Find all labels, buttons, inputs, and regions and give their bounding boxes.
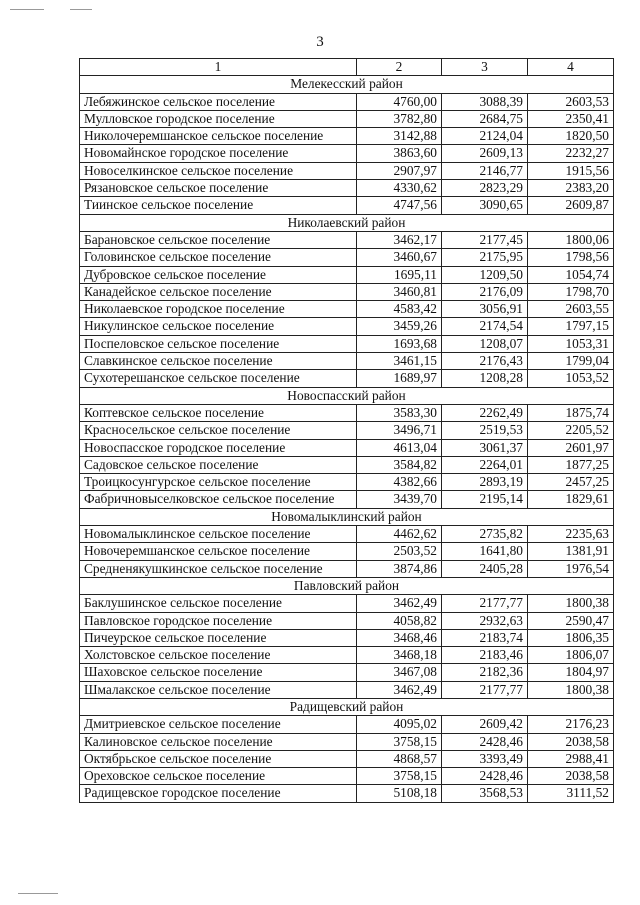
value-cell-col4: 2235,63 bbox=[528, 526, 614, 543]
value-cell-col4: 2038,58 bbox=[528, 733, 614, 750]
value-cell-col2: 4382,66 bbox=[357, 474, 442, 491]
value-cell-col4: 2988,41 bbox=[528, 750, 614, 767]
value-cell-col2: 3758,15 bbox=[357, 733, 442, 750]
value-cell-col2: 1689,97 bbox=[357, 370, 442, 387]
value-cell-col2: 3462,49 bbox=[357, 595, 442, 612]
value-cell-col4: 1806,07 bbox=[528, 647, 614, 664]
table-row bbox=[80, 543, 614, 560]
value-cell-col4: 1800,38 bbox=[528, 681, 614, 698]
value-cell-col4: 1806,35 bbox=[528, 629, 614, 646]
table-row bbox=[80, 335, 614, 352]
table-row bbox=[80, 733, 614, 750]
settlement-name-cell: Головинское сельское поселение bbox=[80, 249, 357, 266]
value-cell-col3: 2684,75 bbox=[442, 110, 528, 127]
value-cell-col4: 2350,41 bbox=[528, 110, 614, 127]
table-row bbox=[80, 526, 614, 543]
settlement-name-cell: Дубровское сельское поселение bbox=[80, 266, 357, 283]
value-cell-col2: 1693,68 bbox=[357, 335, 442, 352]
settlement-name-cell: Николаевское городское поселение bbox=[80, 301, 357, 318]
value-cell-col2: 3439,70 bbox=[357, 491, 442, 508]
value-cell-col3: 2264,01 bbox=[442, 456, 528, 473]
value-cell-col3: 2183,74 bbox=[442, 629, 528, 646]
value-cell-col4: 2590,47 bbox=[528, 612, 614, 629]
value-cell-col2: 4462,62 bbox=[357, 526, 442, 543]
district-row bbox=[80, 698, 614, 715]
value-cell-col2: 3462,17 bbox=[357, 231, 442, 248]
settlement-name-cell: Пичеурское сельское поселение bbox=[80, 629, 357, 646]
value-cell-col4: 2383,20 bbox=[528, 180, 614, 197]
value-cell-col2: 2503,52 bbox=[357, 543, 442, 560]
settlement-name-cell: Шаховское сельское поселение bbox=[80, 664, 357, 681]
table-row bbox=[80, 370, 614, 387]
value-cell-col2: 4760,00 bbox=[357, 93, 442, 110]
value-cell-col2: 4747,56 bbox=[357, 197, 442, 214]
value-cell-col2: 3468,46 bbox=[357, 629, 442, 646]
value-cell-col2: 3468,18 bbox=[357, 647, 442, 664]
district-row bbox=[80, 387, 614, 404]
value-cell-col3: 1208,28 bbox=[442, 370, 528, 387]
value-cell-col4: 1976,54 bbox=[528, 560, 614, 577]
table-row bbox=[80, 647, 614, 664]
settlement-name-cell: Никулинское сельское поселение bbox=[80, 318, 357, 335]
value-cell-col3: 2183,46 bbox=[442, 647, 528, 664]
table-header-row bbox=[80, 59, 614, 76]
value-cell-col2: 4583,42 bbox=[357, 301, 442, 318]
column-header: 1 bbox=[80, 59, 357, 76]
value-cell-col2: 3460,67 bbox=[357, 249, 442, 266]
table-row bbox=[80, 474, 614, 491]
settlement-name-cell: Новомалыклинское сельское поселение bbox=[80, 526, 357, 543]
value-cell-col3: 2146,77 bbox=[442, 162, 528, 179]
value-cell-col4: 2232,27 bbox=[528, 145, 614, 162]
table-row bbox=[80, 785, 614, 802]
value-cell-col3: 2735,82 bbox=[442, 526, 528, 543]
column-header: 2 bbox=[357, 59, 442, 76]
value-cell-col3: 2124,04 bbox=[442, 128, 528, 145]
table-row bbox=[80, 231, 614, 248]
value-cell-col2: 3467,08 bbox=[357, 664, 442, 681]
table-row bbox=[80, 768, 614, 785]
value-cell-col3: 3393,49 bbox=[442, 750, 528, 767]
value-cell-col4: 1054,74 bbox=[528, 266, 614, 283]
value-cell-col4: 3111,52 bbox=[528, 785, 614, 802]
value-cell-col3: 2262,49 bbox=[442, 404, 528, 421]
value-cell-col3: 1209,50 bbox=[442, 266, 528, 283]
value-cell-col4: 1797,15 bbox=[528, 318, 614, 335]
value-cell-col4: 2601,97 bbox=[528, 439, 614, 456]
table-row bbox=[80, 301, 614, 318]
value-cell-col3: 2174,54 bbox=[442, 318, 528, 335]
value-cell-col2: 3863,60 bbox=[357, 145, 442, 162]
settlement-name-cell: Тиинское сельское поселение bbox=[80, 197, 357, 214]
district-heading: Радищевский район bbox=[80, 698, 614, 715]
settlement-name-cell: Канадейское сельское поселение bbox=[80, 283, 357, 300]
settlement-name-cell: Садовское сельское поселение bbox=[80, 456, 357, 473]
value-cell-col3: 2177,77 bbox=[442, 681, 528, 698]
value-cell-col2: 3461,15 bbox=[357, 353, 442, 370]
value-cell-col3: 3568,53 bbox=[442, 785, 528, 802]
settlement-name-cell: Славкинское сельское поселение bbox=[80, 353, 357, 370]
settlement-name-cell: Калиновское сельское поселение bbox=[80, 733, 357, 750]
value-cell-col3: 2182,36 bbox=[442, 664, 528, 681]
district-row bbox=[80, 76, 614, 93]
value-cell-col2: 4058,82 bbox=[357, 612, 442, 629]
table-row bbox=[80, 110, 614, 127]
table-body bbox=[80, 76, 614, 802]
settlement-name-cell: Шмалакское сельское поселение bbox=[80, 681, 357, 698]
value-cell-col4: 2603,55 bbox=[528, 301, 614, 318]
settlement-name-cell: Радищевское городское поселение bbox=[80, 785, 357, 802]
settlement-name-cell: Дмитриевское сельское поселение bbox=[80, 716, 357, 733]
value-cell-col4: 1877,25 bbox=[528, 456, 614, 473]
table-row bbox=[80, 456, 614, 473]
value-cell-col4: 2038,58 bbox=[528, 768, 614, 785]
table-row bbox=[80, 266, 614, 283]
settlements-table bbox=[79, 58, 614, 803]
value-cell-col2: 4613,04 bbox=[357, 439, 442, 456]
value-cell-col3: 3061,37 bbox=[442, 439, 528, 456]
settlement-name-cell: Новомайнское городское поселение bbox=[80, 145, 357, 162]
value-cell-col3: 2932,63 bbox=[442, 612, 528, 629]
value-cell-col4: 2603,53 bbox=[528, 93, 614, 110]
table-row bbox=[80, 612, 614, 629]
table-row bbox=[80, 595, 614, 612]
table-row bbox=[80, 422, 614, 439]
settlement-name-cell: Баклушинское сельское поселение bbox=[80, 595, 357, 612]
table-row bbox=[80, 318, 614, 335]
settlement-name-cell: Холстовское сельское поселение bbox=[80, 647, 357, 664]
table-row bbox=[80, 664, 614, 681]
table-row bbox=[80, 145, 614, 162]
value-cell-col2: 3460,81 bbox=[357, 283, 442, 300]
value-cell-col3: 1641,80 bbox=[442, 543, 528, 560]
settlement-name-cell: Коптевское сельское поселение bbox=[80, 404, 357, 421]
column-header: 4 bbox=[528, 59, 614, 76]
value-cell-col4: 1804,97 bbox=[528, 664, 614, 681]
settlement-name-cell: Красносельское сельское поселение bbox=[80, 422, 357, 439]
value-cell-col3: 2428,46 bbox=[442, 768, 528, 785]
table-row bbox=[80, 491, 614, 508]
district-heading: Николаевский район bbox=[80, 214, 614, 231]
value-cell-col2: 3496,71 bbox=[357, 422, 442, 439]
value-cell-col3: 3090,65 bbox=[442, 197, 528, 214]
table-row bbox=[80, 180, 614, 197]
settlement-name-cell: Ореховское сельское поселение bbox=[80, 768, 357, 785]
value-cell-col4: 1800,06 bbox=[528, 231, 614, 248]
table-row bbox=[80, 439, 614, 456]
scan-edge-mark bbox=[70, 9, 92, 10]
table-row bbox=[80, 162, 614, 179]
value-cell-col3: 2609,42 bbox=[442, 716, 528, 733]
settlement-name-cell: Барановское сельское поселение bbox=[80, 231, 357, 248]
settlement-name-cell: Лебяжинское сельское поселение bbox=[80, 93, 357, 110]
value-cell-col4: 1798,56 bbox=[528, 249, 614, 266]
table-row bbox=[80, 353, 614, 370]
value-cell-col4: 1829,61 bbox=[528, 491, 614, 508]
value-cell-col3: 2175,95 bbox=[442, 249, 528, 266]
district-heading: Мелекесский район bbox=[80, 76, 614, 93]
value-cell-col3: 2893,19 bbox=[442, 474, 528, 491]
table-row bbox=[80, 681, 614, 698]
value-cell-col2: 4095,02 bbox=[357, 716, 442, 733]
value-cell-col3: 2176,09 bbox=[442, 283, 528, 300]
value-cell-col4: 1875,74 bbox=[528, 404, 614, 421]
table-row bbox=[80, 249, 614, 266]
settlement-name-cell: Поспеловское сельское поселение bbox=[80, 335, 357, 352]
value-cell-col4: 2457,25 bbox=[528, 474, 614, 491]
value-cell-col3: 2177,77 bbox=[442, 595, 528, 612]
value-cell-col4: 1800,38 bbox=[528, 595, 614, 612]
value-cell-col3: 3056,91 bbox=[442, 301, 528, 318]
district-heading: Новомалыклинский район bbox=[80, 508, 614, 525]
value-cell-col3: 2609,13 bbox=[442, 145, 528, 162]
settlement-name-cell: Мулловское городское поселение bbox=[80, 110, 357, 127]
value-cell-col2: 3583,30 bbox=[357, 404, 442, 421]
value-cell-col3: 2405,28 bbox=[442, 560, 528, 577]
value-cell-col3: 2428,46 bbox=[442, 733, 528, 750]
settlement-name-cell: Средненякушкинское сельское поселение bbox=[80, 560, 357, 577]
value-cell-col4: 2176,23 bbox=[528, 716, 614, 733]
value-cell-col2: 3142,88 bbox=[357, 128, 442, 145]
value-cell-col4: 1798,70 bbox=[528, 283, 614, 300]
value-cell-col4: 1053,31 bbox=[528, 335, 614, 352]
table-row bbox=[80, 93, 614, 110]
table-row bbox=[80, 716, 614, 733]
value-cell-col2: 3874,86 bbox=[357, 560, 442, 577]
value-cell-col2: 5108,18 bbox=[357, 785, 442, 802]
settlement-name-cell: Троицкосунгурское сельское поселение bbox=[80, 474, 357, 491]
value-cell-col4: 1820,50 bbox=[528, 128, 614, 145]
value-cell-col3: 2823,29 bbox=[442, 180, 528, 197]
district-heading: Новоспасский район bbox=[80, 387, 614, 404]
table-row bbox=[80, 560, 614, 577]
value-cell-col3: 2519,53 bbox=[442, 422, 528, 439]
settlement-name-cell: Октябрьское сельское поселение bbox=[80, 750, 357, 767]
value-cell-col2: 1695,11 bbox=[357, 266, 442, 283]
district-row bbox=[80, 508, 614, 525]
value-cell-col2: 3758,15 bbox=[357, 768, 442, 785]
settlement-name-cell: Павловское городское поселение bbox=[80, 612, 357, 629]
value-cell-col4: 2205,52 bbox=[528, 422, 614, 439]
value-cell-col3: 1208,07 bbox=[442, 335, 528, 352]
table-row bbox=[80, 283, 614, 300]
value-cell-col4: 2609,87 bbox=[528, 197, 614, 214]
table-row bbox=[80, 404, 614, 421]
value-cell-col4: 1799,04 bbox=[528, 353, 614, 370]
scan-edge-mark bbox=[10, 9, 44, 10]
table-row bbox=[80, 750, 614, 767]
value-cell-col2: 3462,49 bbox=[357, 681, 442, 698]
value-cell-col4: 1381,91 bbox=[528, 543, 614, 560]
settlement-name-cell: Сухотерешанское сельское поселение bbox=[80, 370, 357, 387]
district-row bbox=[80, 577, 614, 594]
district-row bbox=[80, 214, 614, 231]
value-cell-col4: 1053,52 bbox=[528, 370, 614, 387]
value-cell-col2: 3459,26 bbox=[357, 318, 442, 335]
scan-edge-mark bbox=[18, 893, 58, 894]
column-header: 3 bbox=[442, 59, 528, 76]
settlement-name-cell: Рязановское сельское поселение bbox=[80, 180, 357, 197]
settlement-name-cell: Новочеремшанское сельское поселение bbox=[80, 543, 357, 560]
settlement-name-cell: Фабричновыселковское сельское поселение bbox=[80, 491, 357, 508]
settlement-name-cell: Новоселкинское сельское поселение bbox=[80, 162, 357, 179]
value-cell-col3: 2177,45 bbox=[442, 231, 528, 248]
table-row bbox=[80, 128, 614, 145]
value-cell-col2: 2907,97 bbox=[357, 162, 442, 179]
district-heading: Павловский район bbox=[80, 577, 614, 594]
table-row bbox=[80, 197, 614, 214]
page-number: 3 bbox=[316, 34, 324, 50]
table-row bbox=[80, 629, 614, 646]
value-cell-col3: 3088,39 bbox=[442, 93, 528, 110]
value-cell-col4: 1915,56 bbox=[528, 162, 614, 179]
settlement-name-cell: Новоспасское городское поселение bbox=[80, 439, 357, 456]
value-cell-col2: 4868,57 bbox=[357, 750, 442, 767]
value-cell-col3: 2176,43 bbox=[442, 353, 528, 370]
settlement-name-cell: Николочеремшанское сельское поселение bbox=[80, 128, 357, 145]
value-cell-col3: 2195,14 bbox=[442, 491, 528, 508]
value-cell-col2: 3782,80 bbox=[357, 110, 442, 127]
value-cell-col2: 3584,82 bbox=[357, 456, 442, 473]
value-cell-col2: 4330,62 bbox=[357, 180, 442, 197]
